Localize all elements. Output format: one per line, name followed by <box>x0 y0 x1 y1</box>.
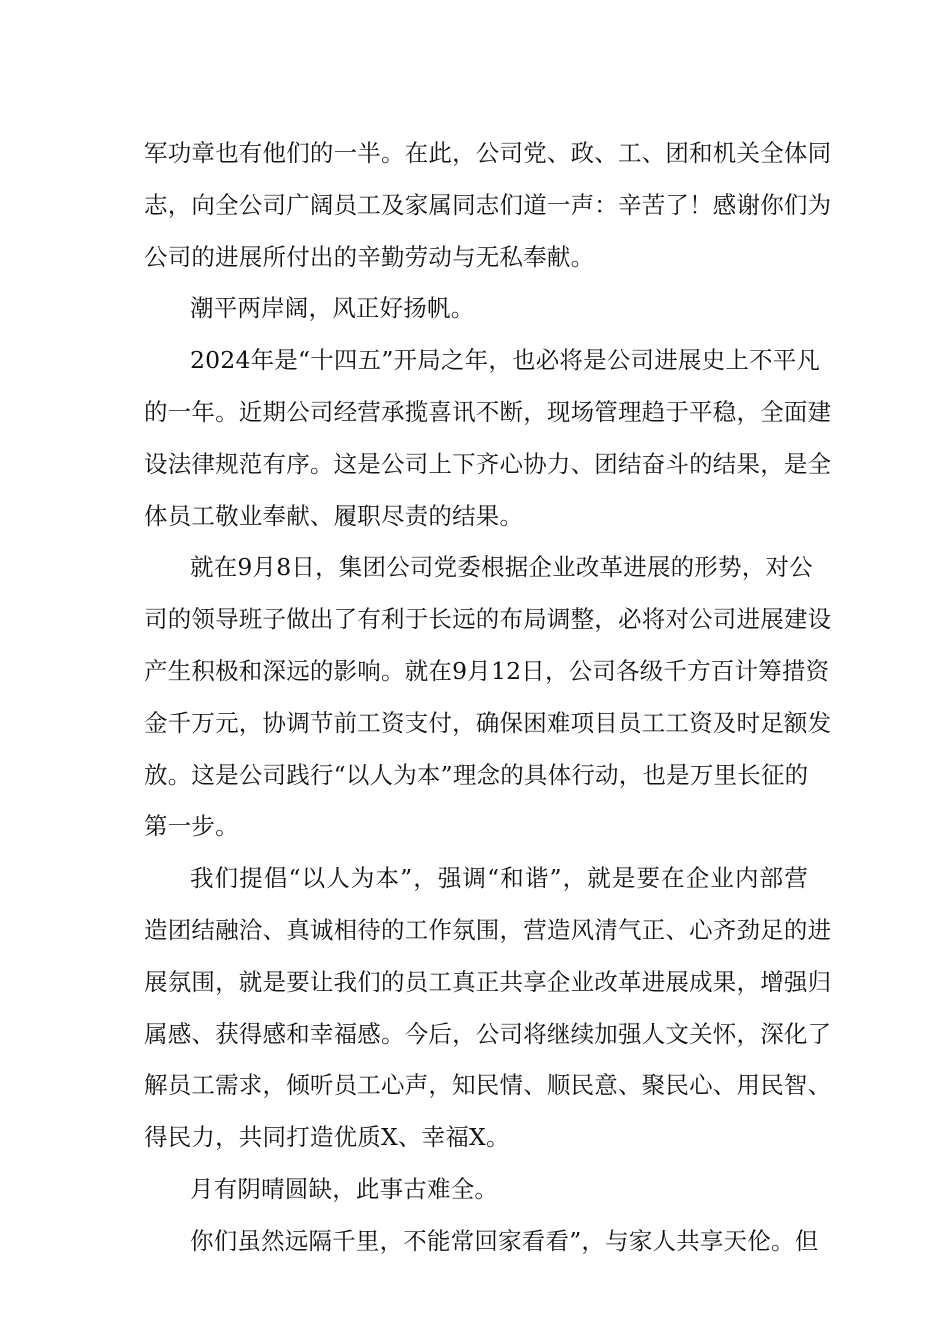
text-line: 得民力，共同打造优质X、幸福X。 <box>144 1123 510 1152</box>
text-line: 潮平两岸阔，风正好扬帆。 <box>190 294 475 323</box>
text-line: 造团结融洽、真诚相待的工作氛围，营造风清气正、心齐劲足的进 <box>144 915 832 944</box>
text-line: 放。这是公司践行“以人为本”理念的具体行动，也是万里长征的 <box>144 760 809 789</box>
text-line: 志，向全公司广阔员工及家属同志们道一声：辛苦了！感谢你们为 <box>144 190 832 219</box>
text-line: 我们提倡“以人为本”，强调“和谐”，就是要在企业内部营 <box>190 864 808 893</box>
text-line: 的一年。近期公司经营承揽喜讯不断，现场管理趋于平稳，全面建 <box>144 397 832 426</box>
document-page <box>144 128 832 1268</box>
text-line: 司的领导班子做出了有利于长远的布局调整，必将对公司进展建设 <box>144 605 832 634</box>
text-line: 解员工需求，倾听员工心声，知民情、顺民意、聚民心、用民智、 <box>144 1071 832 1100</box>
text-line: 属感、获得感和幸福感。今后，公司将继续加强人文关怀，深化了 <box>144 1019 832 1048</box>
text-line: 你们虽然远隔千里，不能常回家看看”，与家人共享天伦。但 <box>190 1226 819 1255</box>
text-line: 公司的进展所付出的辛勤劳动与无私奉献。 <box>144 242 595 271</box>
text-line: 第一步。 <box>144 812 239 841</box>
text-line: 金千万元，协调节前工资支付，确保困难项目员工工资及时足额发 <box>144 708 832 737</box>
text-line: 军功章也有他们的一半。在此，公司党、政、工、团和机关全体同 <box>144 139 832 167</box>
text-line: 2024年是“十四五”开局之年，也必将是公司进展史上不平凡 <box>190 346 821 375</box>
text-line: 设法律规范有序。这是公司上下齐心协力、团结奋斗的结果，是全 <box>144 449 832 478</box>
text-line: 展氛围，就是要让我们的员工真正共享企业改革进展成果，增强归 <box>144 967 832 996</box>
text-line: 月有阴晴圆缺，此事古难全。 <box>190 1174 499 1203</box>
text-line: 产生积极和深远的影响。就在9月12日，公司各级千方百计筹措资 <box>144 656 830 685</box>
text-line: 就在9月8日，集团公司党委根据企业改革进展的形势，对公 <box>190 553 813 582</box>
text-line: 体员工敬业奉献、履职尽责的结果。 <box>144 501 524 530</box>
